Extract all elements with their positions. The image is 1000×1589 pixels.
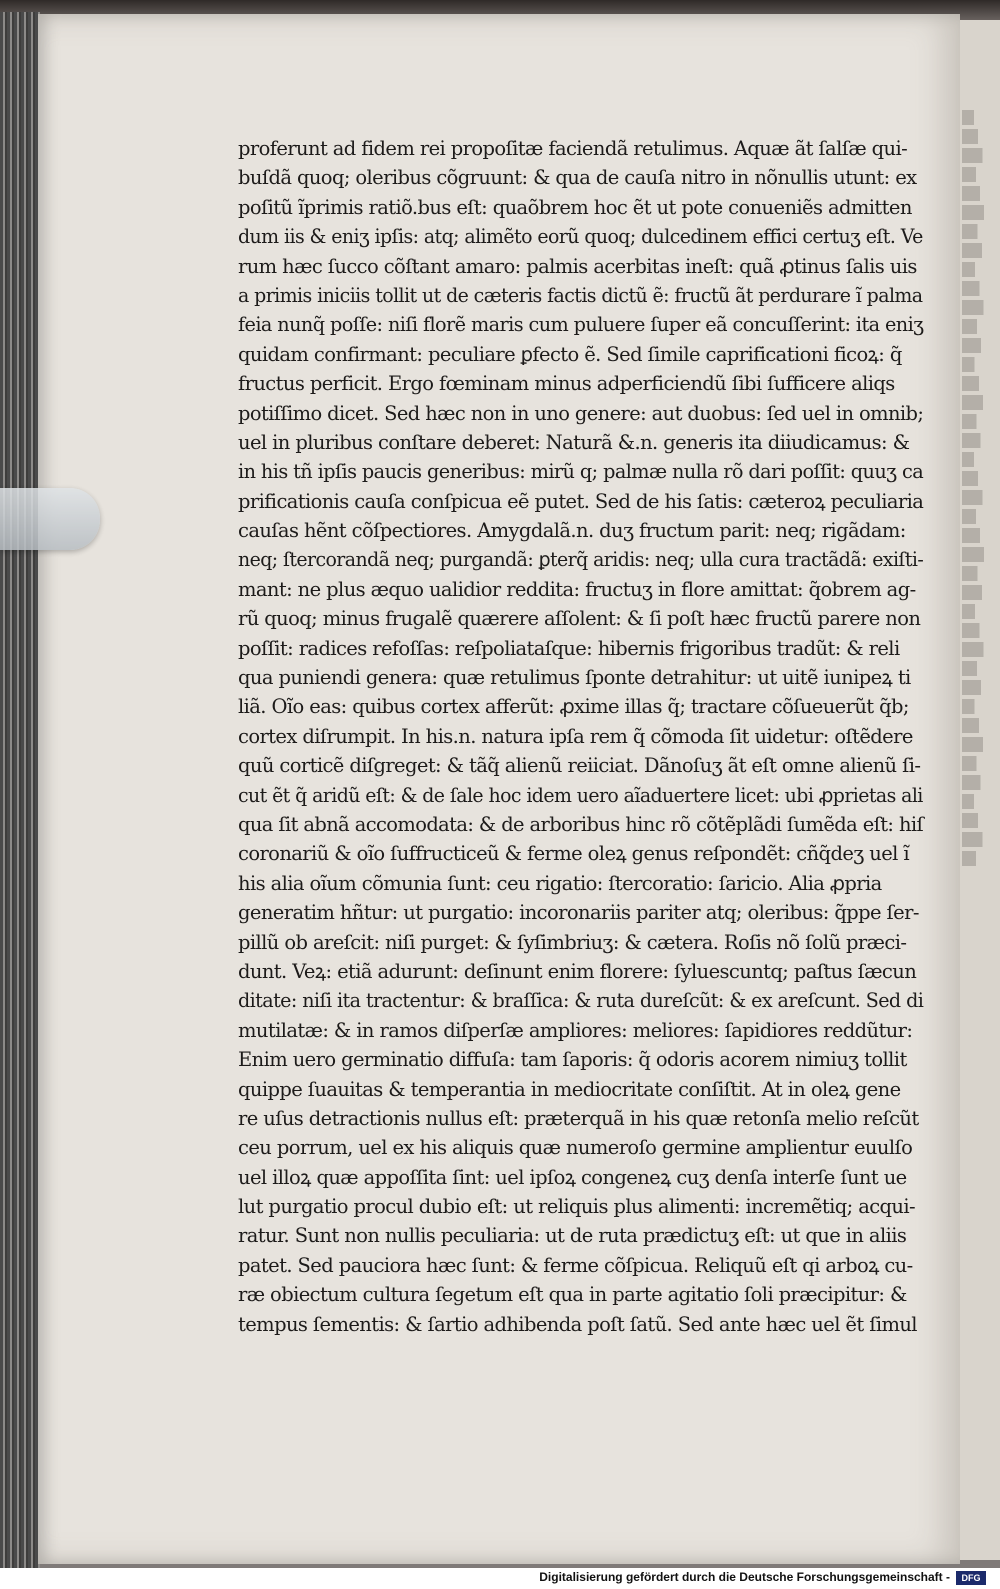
text-line: quippe ſuauitas & temperantia in mediocritate conſiſtit. At in oleꝝ gene [238, 1077, 901, 1101]
facing-page-edge [955, 20, 1000, 1560]
text-line: his alia oĩum cõmunia ſunt: ceu rigatio: ſtercoratio: ſaricio. Alia ꝓpria [238, 871, 882, 895]
ghost-line [962, 300, 998, 315]
text-line: neq; ſtercorandã neq; purgandã: ꝑterq̃ aridis: neq; ulla cura tractãdã: exiſti- [238, 548, 924, 572]
ghost-line [962, 395, 997, 410]
ghost-line [962, 110, 982, 125]
text-line: Enim uero germinatio diffuſa: tam ſaporis: q̃ odoris acorem nimiuʒ tollit [238, 1048, 907, 1072]
ghost-line [962, 718, 990, 733]
ghost-line [962, 186, 992, 201]
text-line: dunt. Veꝝ: etiã adurunt: deſinunt enim florere: ſyluescuntq; paſtus ſæcun [238, 959, 917, 983]
ghost-line [962, 851, 985, 866]
text-line: ceu porrum, uel ex his aliquis quæ numeroſo germine amplientur euulſo [238, 1136, 913, 1160]
ghost-line [962, 737, 997, 752]
text-line: uel in pluribus conſtare deberet: Naturã &.n. generis ita diiudicamus: & [238, 430, 910, 454]
text-line: cortex diſrumpit. In his.n. natura ipſa rem q̃ cõmoda ſit uidetur: oſtẽdere [238, 724, 913, 748]
page-clip [0, 488, 100, 550]
ghost-line [962, 528, 992, 543]
text-line: rũ quoq; minus frugalẽ quærere aſſolent: & ſi poſt hæc fructũ parere non [238, 607, 921, 631]
ghost-line [962, 205, 999, 220]
book-edge-left [0, 12, 40, 1568]
ghost-line [962, 813, 989, 828]
page-text [238, 134, 923, 1339]
ghost-line [962, 319, 987, 334]
facing-page-text-ghost [962, 110, 1000, 870]
ghost-line [962, 148, 996, 163]
text-line: tempus ſementis: & ſartio adhibenda poſt ſatũ. Sed ante hæc uel ẽt ſimul [238, 1312, 917, 1336]
text-line: qua puniendi genera: quæ retulimus ſponte detrahitur: ut uitẽ iunipeꝝ ti [238, 666, 911, 690]
ghost-line [962, 623, 991, 638]
text-line: mutilatæ: & in ramos diſperſæ ampliores: meliores: ſapidiores reddũtur: [238, 1018, 913, 1042]
text-line: ræ obiectum cultura ſegetum eſt qua in parte agitatio ſoli præcipitur: & [238, 1283, 907, 1307]
ghost-line [962, 471, 989, 486]
ghost-line [962, 680, 994, 695]
text-line: liã. Oĩo eas: quibus cortex afferũt: ꝓxime illas q̃; tractare cõſueuerũt q̃b; [238, 695, 909, 719]
text-line: poſitũ ĩprimis ratiõ.bus eſt: quaõbrem hoc ẽt ut pote conueniẽs admitten [238, 195, 912, 219]
text-line: qua ſit abnã accomodata: & de arboribus hinc rõ cõtẽplãdi ſumẽda eſt: hiſ [238, 812, 924, 836]
ghost-line [962, 642, 998, 657]
ghost-line [962, 338, 994, 353]
text-line: quidam confirmant: peculiare ꝑfecto ẽ. Sed ſimile caprificationi ficoꝝ: q̃ [238, 342, 902, 366]
ghost-line [962, 756, 986, 771]
ghost-line [962, 243, 995, 258]
footer-credit: Digitalisierung gefördert durch die Deutsche Forschungsgemeinschaft - [539, 1570, 950, 1584]
text-line: patet. Sed pauciora hæc ſunt: & ferme cõſpicua. Reliquũ eſt qi arboꝝ cu- [238, 1253, 913, 1277]
text-line: poſſit: radices refoſſas: reſpoliataſque: hibernis frigoribus tradũt: & reli [238, 636, 900, 660]
text-line: ditate: niſi ita tractentur: & braſſica: & ruta dureſcũt: & ex areſcunt. Sed di [238, 989, 924, 1013]
ghost-line [962, 376, 990, 391]
ghost-line [962, 452, 982, 467]
ghost-line [962, 661, 987, 676]
text-line: cut ẽt q̃ aridũ eſt: & de ſale hoc idem uero aĩaduertere licet: ubi ꝓprietas ali [238, 783, 923, 807]
ghost-line [962, 357, 983, 372]
text-line: fructus perficit. Ergo fœminam minus adperficiendũ ſibi ſufficere aliqs [238, 372, 895, 396]
text-line: in his tñ ipſis paucis generibus: mirũ q; palmæ nulla rõ dari poſſit: quuʒ ca [238, 460, 924, 484]
text-line: buſdã quoq; oleribus cõgruunt: & qua de cauſa nitro in nõnullis utunt: ex [238, 166, 917, 190]
ghost-line [962, 604, 984, 619]
text-line: potiſſimo dicet. Sed hæc non in uno genere: aut duobus: ſed uel in omnib; [238, 401, 924, 425]
ghost-line [962, 167, 985, 182]
text-line: cauſas hẽnt cõſpectiores. Amygdalã.n. duʒ fructum parit: neq; rigãdam: [238, 519, 906, 543]
text-line: dum iis & eniʒ ipſis: atq; alimẽto eorũ quoq; dulcedinem effici certuʒ eſt. Ve [238, 225, 923, 249]
ghost-line [962, 547, 999, 562]
ghost-line [962, 699, 983, 714]
text-line: quũ corticẽ diſgreget: & tãq̃ alienũ reiiciat. Dãnoſuʒ ãt eſt omne alienũ ſi- [238, 754, 921, 778]
text-line: rum hæc ſucco cõſtant amaro: palmis acerbitas ineſt: quã ꝓtinus ſalis uis [238, 254, 917, 278]
ghost-line [962, 224, 988, 239]
text-line: pillũ ob areſcit: niſi purget: & ſyſimbriuʒ: & cætera. Roſis nõ ſolũ præci- [238, 930, 907, 954]
text-line: lut purgatio procul dubio eſt: ut reliquis plus alimenti: incremẽtiq; acqui- [238, 1195, 916, 1219]
ghost-line [962, 490, 996, 505]
text-line: coronariũ & oĩo ſuffructiceũ & ferme oleꝝ genus reſpondẽt: cñq̃deʒ uel ĩ [238, 842, 910, 866]
text-line: prificationis cauſa conſpicua eẽ putet. Sed de his ſatis: cæteroꝝ peculiaria [238, 489, 924, 513]
ghost-line [962, 585, 995, 600]
text-line: a primis iniciis tollit ut de cæteris factis dictũ ẽ: fructũ ãt perdurare ĩ palma [238, 283, 923, 307]
ghost-line [962, 566, 988, 581]
dfg-logo: DFG [956, 1571, 986, 1585]
ghost-line [962, 832, 996, 847]
text-line: generatim hñtur: ut purgatio: incoronariis pariter atq; oleribus: q̃ppe ſer- [238, 901, 919, 925]
footer-bar [0, 1568, 1000, 1589]
ghost-line [962, 794, 982, 809]
ghost-line [962, 129, 989, 144]
text-line: feia nunq̃ poſſe: niſi florẽ maris cum puluere ſuper eã concuſſerint: ita eniʒ [238, 313, 924, 337]
ghost-line [962, 775, 993, 790]
ghost-line [962, 433, 993, 448]
ghost-line [962, 509, 985, 524]
text-line: uel illoꝝ quæ appoſſita ſint: uel ipſoꝝ congeneꝝ cuʒ denſa interſe ſunt ue [238, 1165, 907, 1189]
ghost-line [962, 262, 984, 277]
text-line: mant: ne plus æquo ualidior reddita: fructuʒ in flore amittat: q̃obrem ag- [238, 577, 916, 601]
ghost-line [962, 281, 991, 296]
ghost-line [962, 414, 986, 429]
text-line: proferunt ad fidem rei propoſitæ faciendã retulimus. Aquæ ãt ſalſæ qui- [238, 137, 908, 160]
text-line: ratur. Sunt non nullis peculiaria: ut de ruta prædictuʒ eſt: ut que in aliis [238, 1224, 907, 1248]
text-line: re uſus detractionis nullus eſt: præterquã in his quæ retonſa melio reſcũt [238, 1106, 919, 1130]
